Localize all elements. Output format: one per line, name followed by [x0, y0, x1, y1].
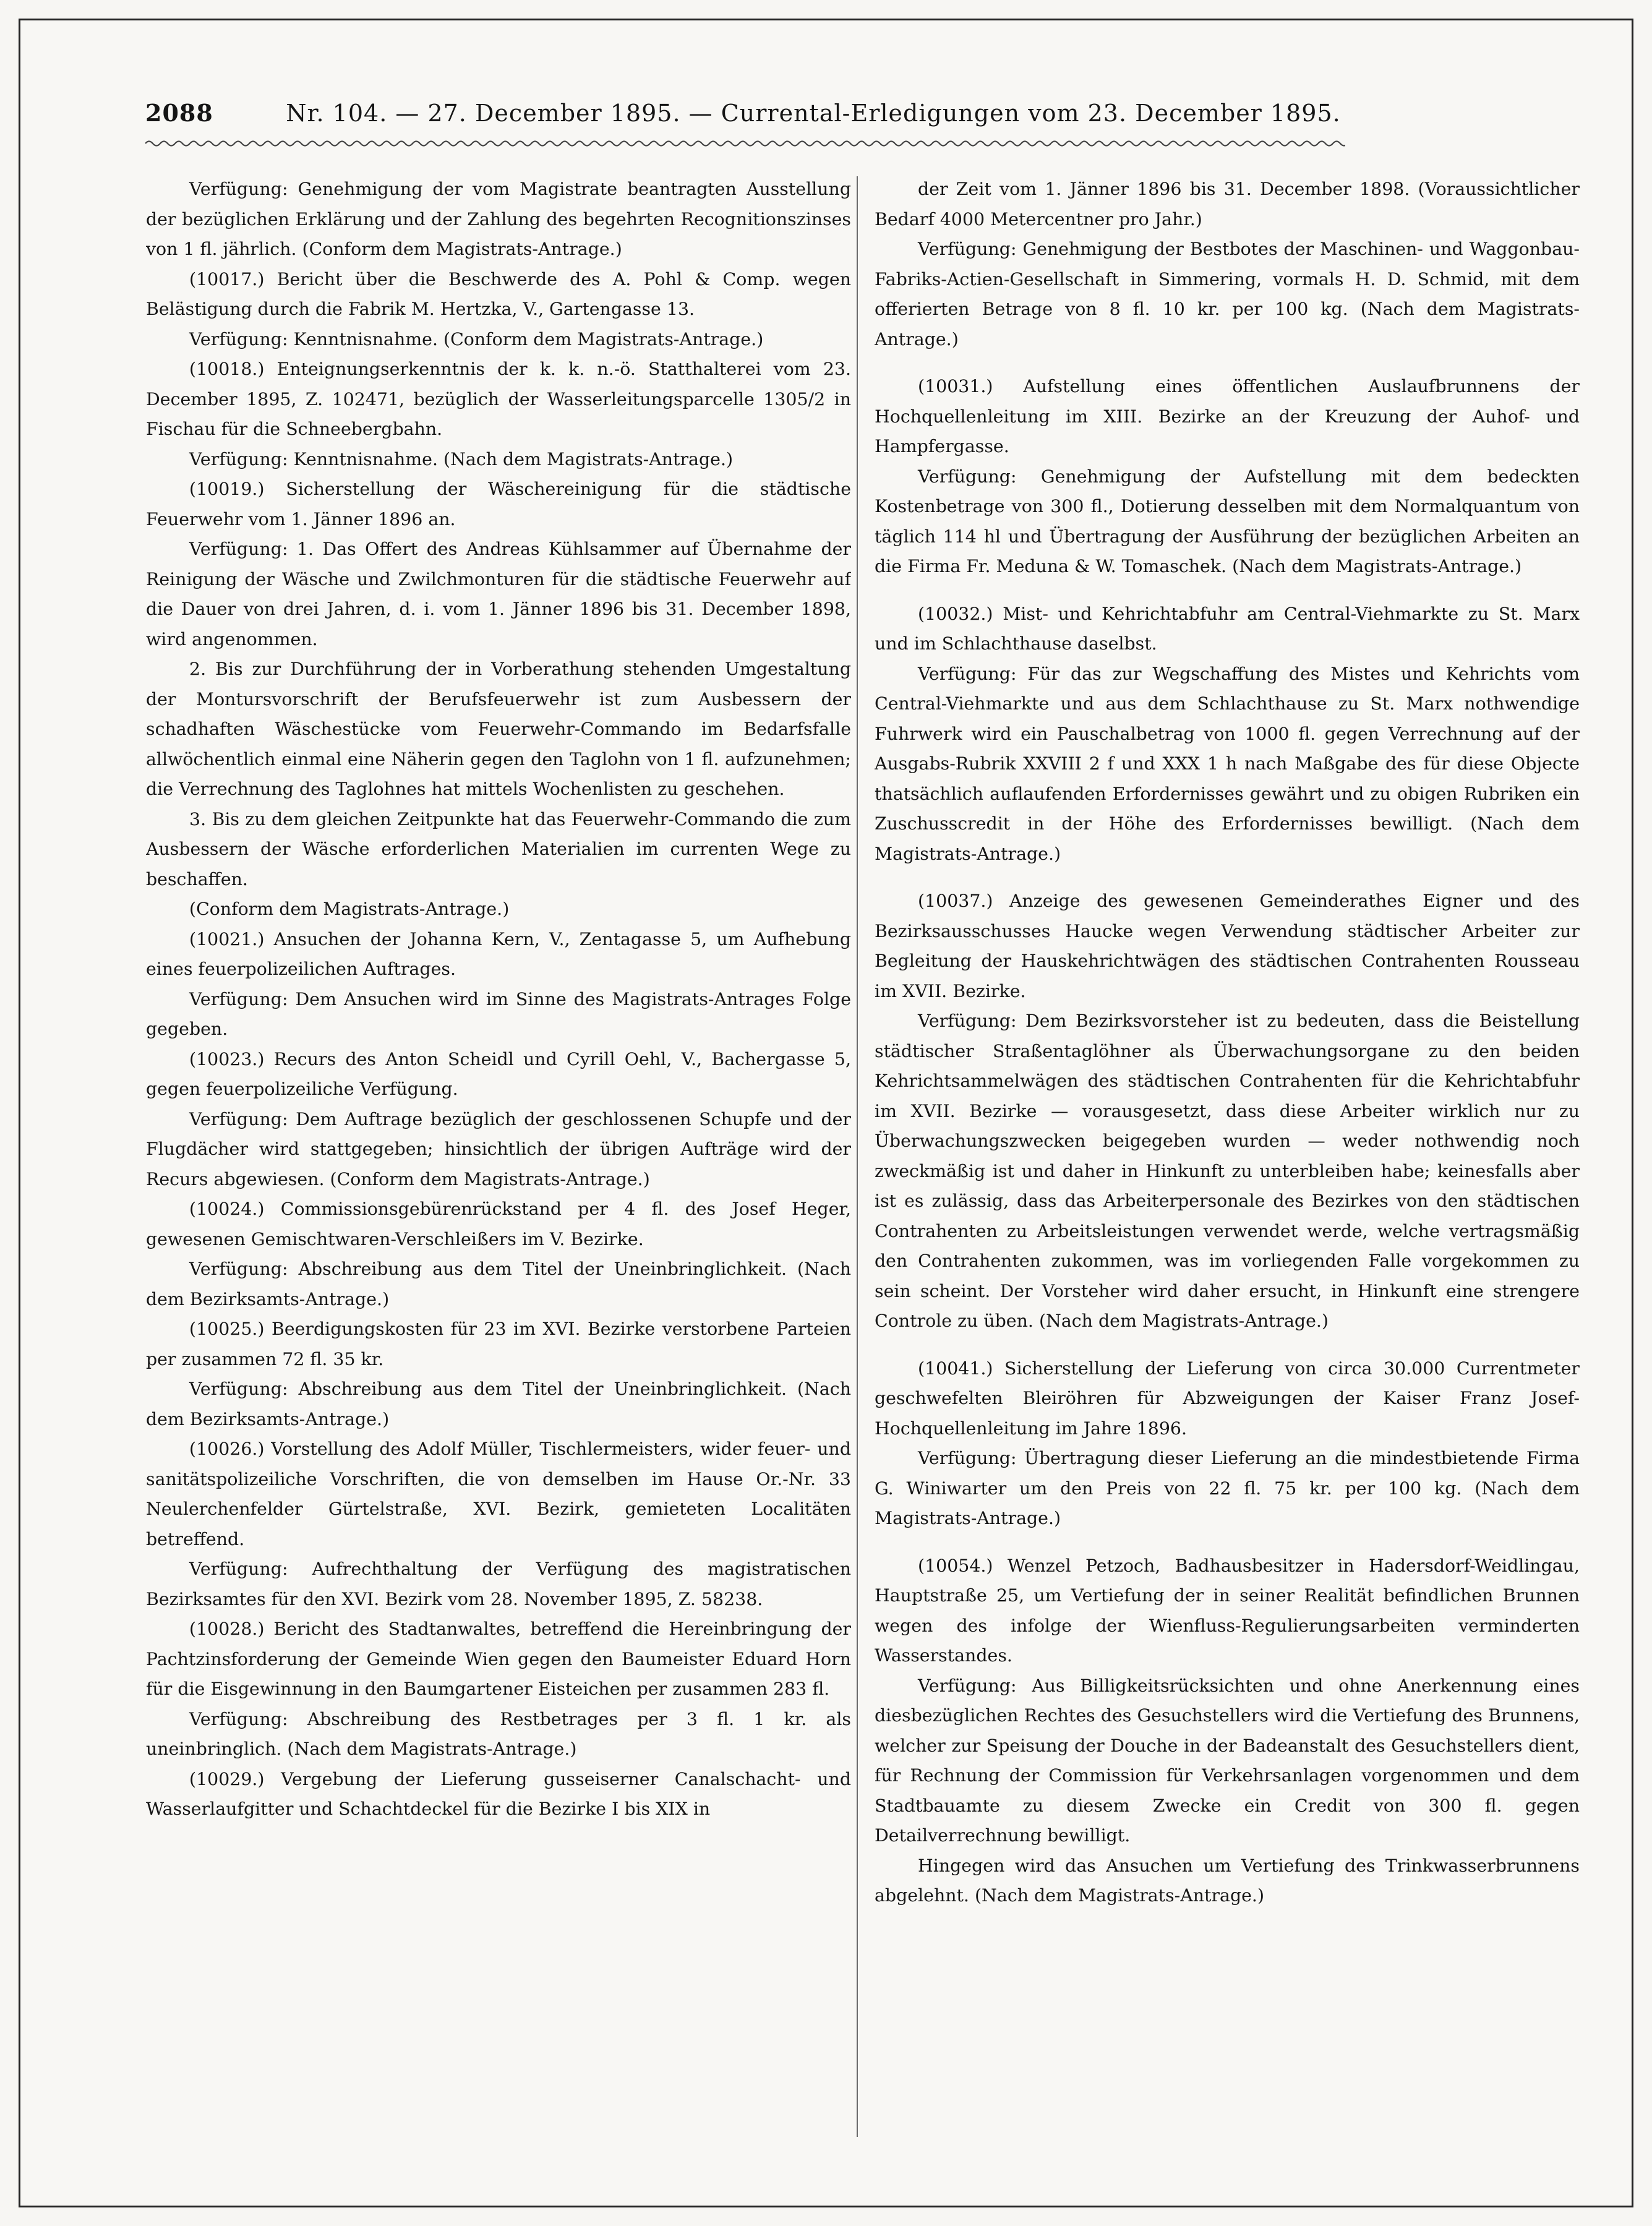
- paragraph: (10026.) Vorstellung des Adolf Müller, Tischlermeisters, wider feuer- und sanitätspolizeiliche Vorschriften, die von demselben im Hause Or.-Nr. 33 Neulerchenfelder Gürtelstraße, XVI. Bezirk, gemieteten Localitäten betreffend.: [146, 1439, 851, 1549]
- paragraph: 3. Bis zu dem gleichen Zeitpunkte hat das Feuerwehr-Commando die zum Ausbessern der Wäsche erforderlichen Materialien im currenten Wege zu beschaffen.: [146, 808, 851, 889]
- paragraph: der Zeit vom 1. Jänner 1896 bis 31. December 1898. (Voraussichtlicher Bedarf 4000 Metercentner pro Jahr.): [875, 179, 1580, 229]
- paragraph: Verfügung: Kenntnisnahme. (Conform dem Magistrats-Antrage.): [189, 328, 764, 349]
- paragraph: (10023.) Recurs des Anton Scheidl und Cyrill Oehl, V., Bachergasse 5, gegen feuerpolizeiliche Verfügung.: [146, 1048, 851, 1099]
- paragraph: (10029.) Vergebung der Lieferung gusseiserner Canalschacht- und Wasserlaufgitter und Schachtdeckel für die Bezirke I bis XIX in: [146, 1768, 851, 1819]
- paragraph: Verfügung: Aus Billigkeitsrücksichten und ohne Anerkennung eines diesbezüglichen Rechtes des Gesuchstellers wird die Vertiefung des Brunnens, welcher zur Speisung der Douche in der Badeanstalt des Gesuchstellers dient, für Rechnung der Commission für Verkehrsanlagen vorgenommen und dem Stadtbauamte zu diesem Zwecke ein Credit von 300 fl. gegen Detailverrechnung bewilligt.: [875, 1675, 1580, 1846]
- paragraph: Verfügung: Genehmigung der Bestbotes der Maschinen- und Waggonbau-Fabriks-Actien-Gesellschaft in Simmering, vormals H. D. Schmid, mit dem offerierten Betrage von 8 fl. 10 kr. per 100 kg. (Nach dem Magistrats-Antrage.): [875, 239, 1580, 349]
- paragraph: Verfügung: Abschreibung aus dem Titel der Uneinbringlichkeit. (Nach dem Bezirksamts-Antrage.): [146, 1259, 851, 1309]
- paragraph: (10021.) Ansuchen der Johanna Kern, V., Zentagasse 5, um Aufhebung eines feuerpolizeilichen Auftrages.: [146, 928, 851, 979]
- paragraph: Verfügung: Genehmigung der Aufstellung mit dem bedeckten Kostenbetrage von 300 fl., Dotierung desselben mit dem Normalquantum von täglich 114 hl und Übertragung der Ausführung der bezüglichen Arbeiten an die Firma Fr. Meduna & W. Tomaschek. (Nach dem Magistrats-Antrage.): [875, 466, 1580, 576]
- paragraph: Hingegen wird das Ansuchen um Vertiefung des Trinkwasserbrunnens abgelehnt. (Nach dem Magistrats-Antrage.): [875, 1855, 1580, 1906]
- paragraph: Verfügung: Abschreibung aus dem Titel der Uneinbringlichkeit. (Nach dem Bezirksamts-Antrage.): [146, 1379, 851, 1429]
- paragraph: Verfügung: Aufrechthaltung der Verfügung des magistratischen Bezirksamtes für den XVI. Bezirk vom 28. November 1895, Z. 58238.: [146, 1559, 851, 1609]
- page-number: 2088: [145, 99, 213, 127]
- paragraph: Verfügung: 1. Das Offert des Andreas Kühlsammer auf Übernahme der Reinigung der Wäsche und Zwilchmonturen für die städtische Feuerwehr auf die Dauer von drei Jahren, d. i. vom 1. Jänner 1896 bis 31. December 1898, wird angenommen.: [146, 539, 851, 649]
- paragraph: Verfügung: Abschreibung des Restbetrages per 3 fl. 1 kr. als uneinbringlich. (Nach dem Magistrats-Antrage.): [146, 1708, 851, 1759]
- paragraph: Verfügung: Genehmigung der vom Magistrate beantragten Ausstellung der bezüglichen Erklärung und der Zahlung des begehrten Recognitionszinses von 1 fl. jährlich. (Conform dem Magistrats-Antrage.): [146, 179, 851, 259]
- paragraph: Verfügung: Dem Auftrage bezüglich der geschlossenen Schupfe und der Flugdächer wird stattgegeben; hinsichtlich der übrigen Aufträge wird der Recurs abgewiesen. (Conform dem Magistrats-Antrage.): [146, 1108, 851, 1189]
- paragraph: Verfügung: Für das zur Wegschaffung des Mistes und Kehrichts vom Central-Viehmarkte und aus dem Schlachthause zu St. Marx nothwendige Fuhrwerk wird ein Pauschalbetrag von 1000 fl. gegen Verrechnung auf der Ausgabs-Rubrik XXVIII 2 f und XXX 1 h nach Maßgabe des für diese Objecte thatsächlich auflaufenden Erfordernisses gewährt und zu obigen Rubriken ein Zuschusscredit in der Höhe des Erfordernisses bewilligt. (Nach dem Magistrats-Antrage.): [875, 663, 1580, 864]
- paragraph: (10017.) Bericht über die Beschwerde des A. Pohl & Comp. wegen Belästigung durch die Fabrik M. Hertzka, V., Gartengasse 13.: [146, 268, 851, 319]
- paragraph: Verfügung: Dem Ansuchen wird im Sinne des Magistrats-Antrages Folge gegeben.: [146, 988, 851, 1039]
- paragraph: (Conform dem Magistrats-Antrage.): [189, 899, 510, 919]
- paragraph: 2. Bis zur Durchführung der in Vorberathung stehenden Umgestaltung der Montursvorschrift der Berufsfeuerwehr ist zum Ausbessern der schadhaften Wäschestücke vom Feuerwehr-Commando im Bedarfsfalle allwöchentlich einmal eine Näherin gegen den Taglohn von 1 fl. aufzunehmen; die Verrechnung des Taglohnes hat mittels Wochenlisten zu geschehen.: [146, 659, 851, 799]
- page-title: Nr. 104. — 27. December 1895. — Currental-Erledigungen vom 23. December 1895.: [286, 100, 1341, 127]
- paragraph: (10024.) Commissionsgebürenrückstand per 4 fl. des Josef Heger, gewesenen Gemischtwaren-Verschleißers im V. Bezirke.: [146, 1199, 851, 1249]
- paragraph: (10025.) Beerdigungskosten für 23 im XVI. Bezirke verstorbene Parteien per zusammen 72 fl. 35 kr.: [146, 1319, 851, 1369]
- paragraph: (10018.) Enteignungserkenntnis der k. k. n.-ö. Statthalterei vom 23. December 1895, Z. 102471, bezüglich der Wasserleitungsparcelle 1305/2 in Fischau für die Schneebergbahn.: [146, 359, 851, 439]
- page-header: [145, 99, 1345, 136]
- paragraph: (10037.) Anzeige des gewesenen Gemeinderathes Eigner und des Bezirksausschusses Haucke wegen Verwendung städtischer Arbeiter zur Begleitung der Hauskehrichtwägen des städtischen Contrahenten Rousseau im XVII. Bezirke.: [875, 891, 1580, 1001]
- paragraph: (10031.) Aufstellung eines öffentlichen Auslaufbrunnens der Hochquellenleitung im XIII. Bezirke an der Kreuzung der Auhof- und Hampfergasse.: [875, 376, 1580, 456]
- paragraph: (10054.) Wenzel Petzoch, Badhausbesitzer in Hadersdorf-Weidlingau, Hauptstraße 25, um Vertiefung der in seiner Realität befindlichen Brunnen wegen des infolge der Wienfluss-Regulierungsarbeiten verminderten Wasserstandes.: [875, 1555, 1580, 1666]
- paragraph: Verfügung: Dem Bezirksvorsteher ist zu bedeuten, dass die Beistellung städtischer Straßentaglöhner als Überwachungsorgane zu den beiden Kehrichtsammelwägen des städtischen Contrahenten für die Kehrichtabfuhr im XVII. Bezirke — vorausgesetzt, dass diese Arbeiter wirklich nur zu Überwachungszwecken beigegeben wurden — weder nothwendig noch zweckmäßig ist und daher in Hinkunft zu unterbleiben habe; keinesfalls aber ist es zulässig, dass das Arbeiterpersonale des Bezirkes von den städtischen Contrahenten zu Arbeitsleistungen verwendet werde, welche vertragsmäßig den Contrahenten zukommen, was im vorliegenden Falle vorgekommen zu sein scheint. Der Vorsteher wird daher ersucht, in Hinkunft eine strengere Controle zu üben. (Nach dem Magistrats-Antrage.): [875, 1011, 1580, 1331]
- paragraph: (10028.) Bericht des Stadtanwaltes, betreffend die Hereinbringung der Pachtzinsforderung der Gemeinde Wien gegen den Baumeister Eduard Horn für die Eisgewinnung in den Baumgartener Eisteichen per zusammen 283 fl.: [146, 1619, 851, 1699]
- column-divider: [857, 176, 858, 2137]
- right-column: [875, 174, 1580, 2166]
- paragraph: (10019.) Sicherstellung der Wäschereinigung für die städtische Feuerwehr vom 1. Jänner 1896 an.: [146, 479, 851, 529]
- paragraph: Verfügung: Übertragung dieser Lieferung an die mindestbietende Firma G. Winiwarter um den Preis von 22 fl. 75 kr. per 100 kg. (Nach dem Magistrats-Antrage.): [875, 1448, 1580, 1528]
- paragraph: (10041.) Sicherstellung der Lieferung von circa 30.000 Currentmeter geschwefelten Bleiröhren für Abzweigungen der Kaiser Franz Josef-Hochquellenleitung im Jahre 1896.: [875, 1358, 1580, 1439]
- left-column: [146, 174, 851, 2166]
- header-rule: [145, 137, 1345, 150]
- paragraph: (10032.) Mist- und Kehrichtabfuhr am Central-Viehmarkte zu St. Marx und im Schlachthause daselbst.: [875, 603, 1580, 654]
- paragraph: Verfügung: Kenntnisnahme. (Nach dem Magistrats-Antrage.): [189, 448, 734, 469]
